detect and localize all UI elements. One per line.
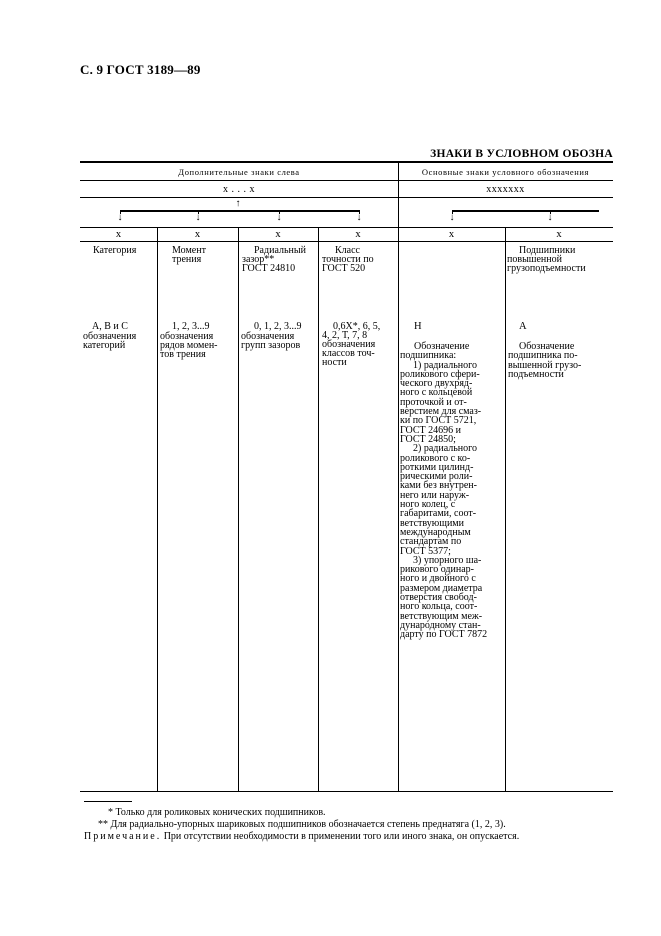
page-header: С. 9 ГОСТ 3189—89	[80, 62, 201, 77]
arrow-down: ↓	[276, 212, 282, 223]
radial-clearance-values: 0, 1, 2, 3...9	[254, 321, 302, 332]
group-divider	[398, 161, 399, 791]
column-divider	[238, 227, 239, 791]
column-divider	[505, 227, 506, 791]
x-mark: x	[556, 229, 562, 240]
column-title-friction-moment: Момент трения	[172, 245, 206, 265]
left-bracket-line	[120, 210, 360, 212]
x-mark: x	[115, 229, 122, 240]
x-mark: x	[448, 229, 455, 240]
accuracy-class-desc: обозначения классов точ- ности	[322, 339, 376, 368]
note-text: При отсутствии необходимости в применении того или иного знака, он опускается.	[163, 831, 520, 842]
footnote-2: ** Для радиально-упорных шариковых подшипников обозначается степень преднатяга (1, 2, 3).	[98, 819, 506, 830]
right-bracket-line	[452, 210, 599, 212]
right-group-title: Основные знаки условного обозначения	[421, 167, 590, 177]
note	[84, 831, 519, 842]
column-title-category: Категория	[93, 245, 137, 256]
table-rule	[80, 180, 613, 181]
arrow-down: ↓	[356, 212, 362, 223]
x-mark: x	[355, 229, 361, 240]
table-top-border	[80, 161, 613, 163]
high-load-value: А	[519, 321, 527, 332]
column-title-accuracy-class: Класс точности по ГОСТ 520	[322, 245, 374, 274]
column-title-high-load: Подшипники повышенной грузоподъемности	[507, 245, 586, 274]
note-label: Примечание.	[84, 831, 162, 842]
left-group-pattern: x . . . x	[223, 184, 255, 195]
category-desc: обозначения категорий	[83, 331, 137, 351]
accuracy-class-values: 0,6X*, 6, 5, 4, 2, Т, 7, 8	[322, 321, 381, 341]
friction-moment-desc: обозначения рядов момен- тов трения	[160, 331, 218, 360]
arrow-down: ↓	[195, 212, 201, 223]
column-title-radial-clearance: Радиальный зазор** ГОСТ 24810	[242, 245, 306, 274]
h-code-desc: Обозначение подшипника: 1) радиального роликового сфери- ческого двухряд- ного с кольцевой проточкой и от- верстием для смаз- ки по ГОСТ 5721, ГОСТ 24696 и ГОСТ 24850; 2) радиального роликового с ко- роткими цилинд- рическими роли- ками без внутрен- него или наруж- ного колец, с габаритами, соот- ветствующими международным стандартам по ГОСТ 5377; 3) упорного ша- рикового одинар- ного и двойного с размером диаметра отверстия свобод- ного кольца, соот- ветствующим меж- дународному стан- дарту по ГОСТ 7872	[400, 341, 488, 641]
arrow-down: ↓	[117, 212, 123, 223]
x-mark: x	[275, 229, 281, 240]
table-bottom-border	[80, 791, 613, 792]
footnote-1: * Только для роликовых конических подшипников.	[108, 807, 326, 818]
arrow-up: ↑	[235, 198, 241, 209]
footnote-rule	[84, 801, 132, 802]
table-rule	[80, 241, 613, 242]
section-title: ЗНАКИ В УСЛОВНОМ ОБОЗНА	[430, 148, 613, 160]
radial-clearance-desc: обозначения групп зазоров	[241, 331, 301, 351]
table-rule	[80, 227, 613, 228]
arrow-down: ↓	[547, 212, 553, 223]
friction-moment-values: 1, 2, 3...9	[172, 321, 210, 332]
right-group-pattern: xxxxxxx	[486, 184, 525, 195]
column-divider	[157, 227, 158, 791]
column-divider	[318, 227, 319, 791]
high-load-desc: Обозначение подшипника по- вышенной грузо- подъемности	[508, 341, 582, 380]
category-values: А, В и С	[92, 321, 128, 332]
arrow-down: ↓	[449, 212, 455, 223]
left-group-title: Дополнительные знаки слева	[178, 167, 300, 177]
table-rule	[80, 197, 613, 198]
h-code-value: Н	[414, 321, 422, 332]
x-mark: x	[194, 229, 201, 240]
